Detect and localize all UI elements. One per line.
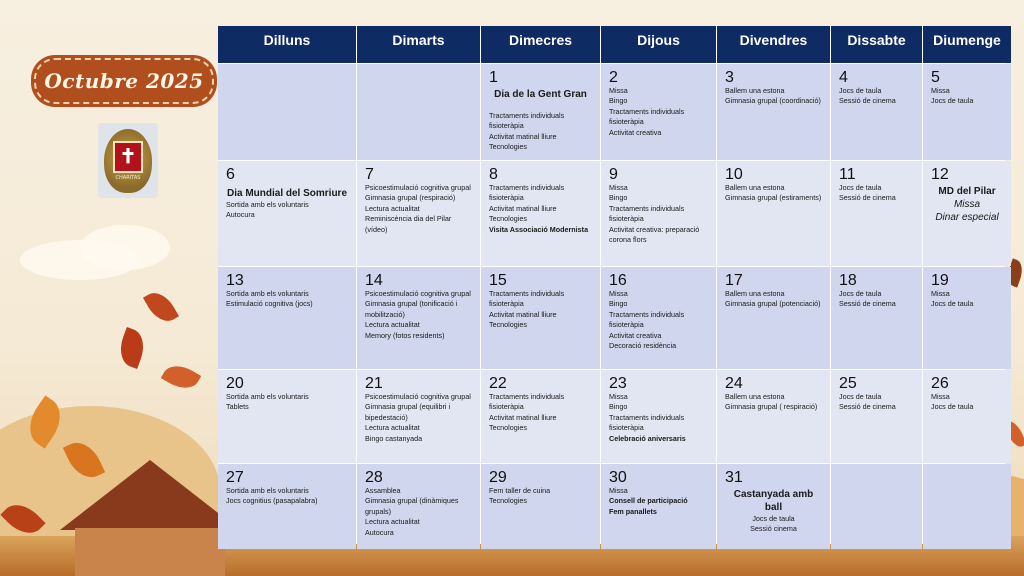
activity: Missa: [931, 392, 950, 401]
activity: Bingo: [609, 402, 628, 412]
day-highlight: Dia Mundial del Somriure: [226, 188, 348, 199]
day-cell-11: [831, 161, 922, 266]
day-number: 15: [489, 272, 507, 289]
activity: Sortida amb els voluntaris: [226, 486, 309, 495]
day-number: 2: [609, 69, 618, 86]
day-cell-13: [218, 267, 356, 369]
activity: Tecnologies: [489, 496, 527, 506]
day-cell-21: [357, 370, 480, 463]
day-cell-3: [717, 64, 830, 160]
activity: Jocs cognitius (pasapalabra): [226, 496, 318, 506]
activity: Sortida amb els voluntaris: [226, 289, 309, 298]
activity: Missa: [609, 86, 628, 95]
day-cell-24: [717, 370, 830, 463]
activity: Activitat matinal lliure: [489, 203, 557, 213]
leaf-decoration: [143, 287, 179, 327]
day-cell-27: [218, 464, 356, 549]
day-cell-17: [717, 267, 830, 369]
activity: Bingo castanyada: [365, 433, 423, 443]
day-number: 4: [839, 69, 848, 86]
day-cell-30: [601, 464, 716, 549]
activity: Sessió de cinema: [839, 299, 896, 309]
day-cell-12: [923, 161, 1011, 266]
activity: Tractaments individuals fisioteràpia: [609, 106, 685, 127]
day-number: 31: [725, 469, 743, 486]
activity: Reminiscència dia del Pilar (vídeo): [365, 214, 452, 234]
activity: Tractaments individuals fisioteràpia: [609, 309, 685, 330]
activity: Psicoestimulació cognitiva grupal: [365, 392, 471, 401]
activity: Sessió cinema: [750, 524, 797, 534]
day-highlight: Dia de la Gent Gran: [494, 89, 587, 100]
day-cell-19: [923, 267, 1011, 369]
activity: Gimnasia grupal (potenciació): [725, 299, 821, 309]
weekday-header: Diumenge: [923, 26, 1011, 63]
day-cell-empty: [218, 64, 356, 160]
day-number: 12: [931, 166, 949, 183]
activity: Autocura: [365, 527, 394, 537]
day-cell-29: [481, 464, 600, 549]
day-cell-25: [831, 370, 922, 463]
activity: Tecnologies: [489, 423, 527, 433]
cloud-decoration: [80, 225, 170, 270]
day-cell-1: [481, 64, 600, 160]
weekday-header: Dijous: [601, 26, 716, 63]
activity-bold: Consell de participació: [609, 496, 688, 506]
activity: Sessió de cinema: [839, 402, 896, 412]
activity: Tractaments individuals fisioteràpia: [489, 289, 565, 309]
day-cell-5: [923, 64, 1011, 160]
activity: Ballem una estona: [725, 86, 785, 95]
day-number: 29: [489, 469, 507, 486]
activity: Tecnologies: [489, 142, 527, 152]
activity: Activitat matinal lliure: [489, 309, 557, 319]
activity: Lectura actualitat: [365, 320, 420, 330]
activity: Tablets: [226, 402, 249, 412]
day-highlight-italic: Dinar especial: [935, 212, 999, 223]
day-cell-14: [357, 267, 480, 369]
activity: Psicoestimulació cognitiva grupal: [365, 183, 471, 192]
day-cell-28: [357, 464, 480, 549]
weekday-header: Dissabte: [831, 26, 922, 63]
day-cell-18: [831, 267, 922, 369]
day-number: 10: [725, 166, 743, 183]
day-cell-31: [717, 464, 830, 549]
activity: Activitat matinal lliure: [489, 131, 557, 141]
activity: Lectura actualitat: [365, 423, 420, 433]
day-number: 9: [609, 166, 618, 183]
day-cell-10: [717, 161, 830, 266]
day-number: 20: [226, 375, 244, 392]
activity: Activitat creativa: [609, 127, 662, 137]
day-number: 3: [725, 69, 734, 86]
activity-bold: Fem panallets: [609, 506, 657, 516]
activity: Jocs de taula: [839, 392, 882, 401]
day-cell-empty: [923, 464, 1011, 549]
activity: Gimnasia grupal (estiraments): [725, 193, 822, 203]
activity: Tractaments individuals fisioteràpia: [489, 183, 565, 203]
day-number: 6: [226, 166, 235, 183]
day-number: 22: [489, 375, 507, 392]
activity: Gimnasia grupal ( respiració): [725, 402, 818, 412]
leaf-decoration: [161, 359, 201, 395]
day-cell-8: [481, 161, 600, 266]
roof-decoration: [60, 460, 240, 530]
day-cell-6: [218, 161, 356, 266]
activity: Assamblea: [365, 486, 401, 495]
charitas-logo: [98, 123, 158, 198]
activity: Bingo: [609, 193, 628, 203]
calendar-grid: [218, 26, 1005, 544]
activity: Lectura actualitat: [365, 517, 420, 527]
activity: Activitat creativa: preparació corona flors: [609, 224, 700, 245]
activity-bold: Visita Associació Modernista: [489, 224, 589, 234]
day-highlight-italic: Missa: [953, 199, 981, 210]
activity: Tractaments individuals fisioteràpia: [609, 203, 685, 224]
day-number: 21: [365, 375, 383, 392]
day-number: 25: [839, 375, 857, 392]
activity: Decoració residència: [609, 341, 677, 351]
weekday-header: Dimecres: [481, 26, 600, 63]
activity: Jocs de taula: [931, 402, 974, 412]
activity: Tractaments individuals fisioteràpia: [489, 392, 565, 412]
day-number: 26: [931, 375, 949, 392]
day-cell-4: [831, 64, 922, 160]
activity: Gimnasia grupal (equilibri i bipedestació): [365, 402, 451, 422]
activity: Autocura: [226, 210, 255, 220]
day-cell-7: [357, 161, 480, 266]
day-number: 17: [725, 272, 743, 289]
activity: Bingo: [609, 96, 628, 106]
activity: Gimnasia grupal (tonificació i mobilització): [365, 299, 458, 319]
activity: Activitat creativa: [609, 330, 662, 340]
activity: Missa: [609, 486, 628, 495]
day-number: 30: [609, 469, 627, 486]
activity: Gimnasia grupal (respiració): [365, 193, 456, 203]
activity: Missa: [609, 392, 628, 401]
day-cell-15: [481, 267, 600, 369]
logo-label: CHARITAS: [115, 174, 141, 181]
activity: Memory (fotos residents): [365, 330, 445, 340]
day-number: 28: [365, 469, 383, 486]
logo-emblem: [104, 129, 152, 193]
activity: Sortida amb els voluntaris: [226, 200, 309, 209]
activity: Missa: [609, 289, 628, 298]
activity: Activitat matinal lliure: [489, 412, 557, 422]
day-number: 5: [931, 69, 940, 86]
activity: Gimnasia grupal (dinàmiques grupals): [365, 496, 459, 516]
day-number: 8: [489, 166, 498, 183]
weekday-header: Dilluns: [218, 26, 356, 63]
activity: Bingo: [609, 299, 628, 309]
day-number: 1: [489, 69, 498, 86]
activity: Tecnologies: [489, 214, 527, 224]
day-number: 23: [609, 375, 627, 392]
day-cell-16: [601, 267, 716, 369]
day-cell-26: [923, 370, 1011, 463]
day-cell-2: [601, 64, 716, 160]
activity-bold: Celebració aniversaris: [609, 433, 686, 443]
activity: Sortida amb els voluntaris: [226, 392, 309, 401]
activity: Tractaments individuals fisioteràpia: [489, 111, 565, 131]
day-number: 13: [226, 272, 244, 289]
month-title: Octubre 2025: [34, 58, 214, 104]
activity: Missa: [931, 86, 950, 95]
day-number: 19: [931, 272, 949, 289]
activity: Ballem una estona: [725, 183, 785, 192]
day-number: 24: [725, 375, 743, 392]
activity: Lectura actualitat: [365, 203, 420, 213]
day-number: 27: [226, 469, 244, 486]
activity: Gimnasia grupal (coordinació): [725, 96, 821, 106]
activity: Missa: [609, 183, 628, 192]
activity: Sessió de cinema: [839, 193, 896, 203]
day-highlight: Castanyada amb ball: [733, 489, 814, 513]
activity: Missa: [931, 289, 950, 298]
weekday-header: Dimarts: [357, 26, 480, 63]
house-decoration: [75, 528, 225, 576]
weekday-header: Divendres: [717, 26, 830, 63]
activity: Psicoestimulació cognitiva grupal: [365, 289, 471, 298]
day-cell-22: [481, 370, 600, 463]
day-number: 16: [609, 272, 627, 289]
activity: Jocs de taula: [839, 289, 882, 298]
day-number: 14: [365, 272, 383, 289]
day-cell-20: [218, 370, 356, 463]
activity: Jocs de taula: [839, 86, 882, 95]
cross-icon: ✝: [113, 141, 143, 173]
day-cell-9: [601, 161, 716, 266]
activity: Jocs de taula: [931, 96, 974, 106]
day-cell-23: [601, 370, 716, 463]
activity: Estimulació cognitiva (jocs): [226, 299, 313, 309]
day-cell-empty: [831, 464, 922, 549]
activity: Tractaments individuals fisioteràpia: [609, 412, 685, 433]
activity: Jocs de taula: [839, 183, 882, 192]
activity: Jocs de taula: [931, 299, 974, 309]
activity: Ballem una estona: [725, 392, 785, 401]
activity: Tecnologies: [489, 320, 527, 330]
activity: Jocs de taula: [752, 514, 795, 523]
day-cell-empty: [357, 64, 480, 160]
day-number: 18: [839, 272, 857, 289]
activity: Sessió de cinema: [839, 96, 896, 106]
leaf-decoration: [115, 327, 150, 369]
activity: Fem taller de cuina: [489, 486, 551, 495]
day-number: 11: [839, 166, 856, 183]
day-highlight: MD del Pilar: [938, 186, 996, 197]
activity: Ballem una estona: [725, 289, 785, 298]
day-number: 7: [365, 166, 374, 183]
